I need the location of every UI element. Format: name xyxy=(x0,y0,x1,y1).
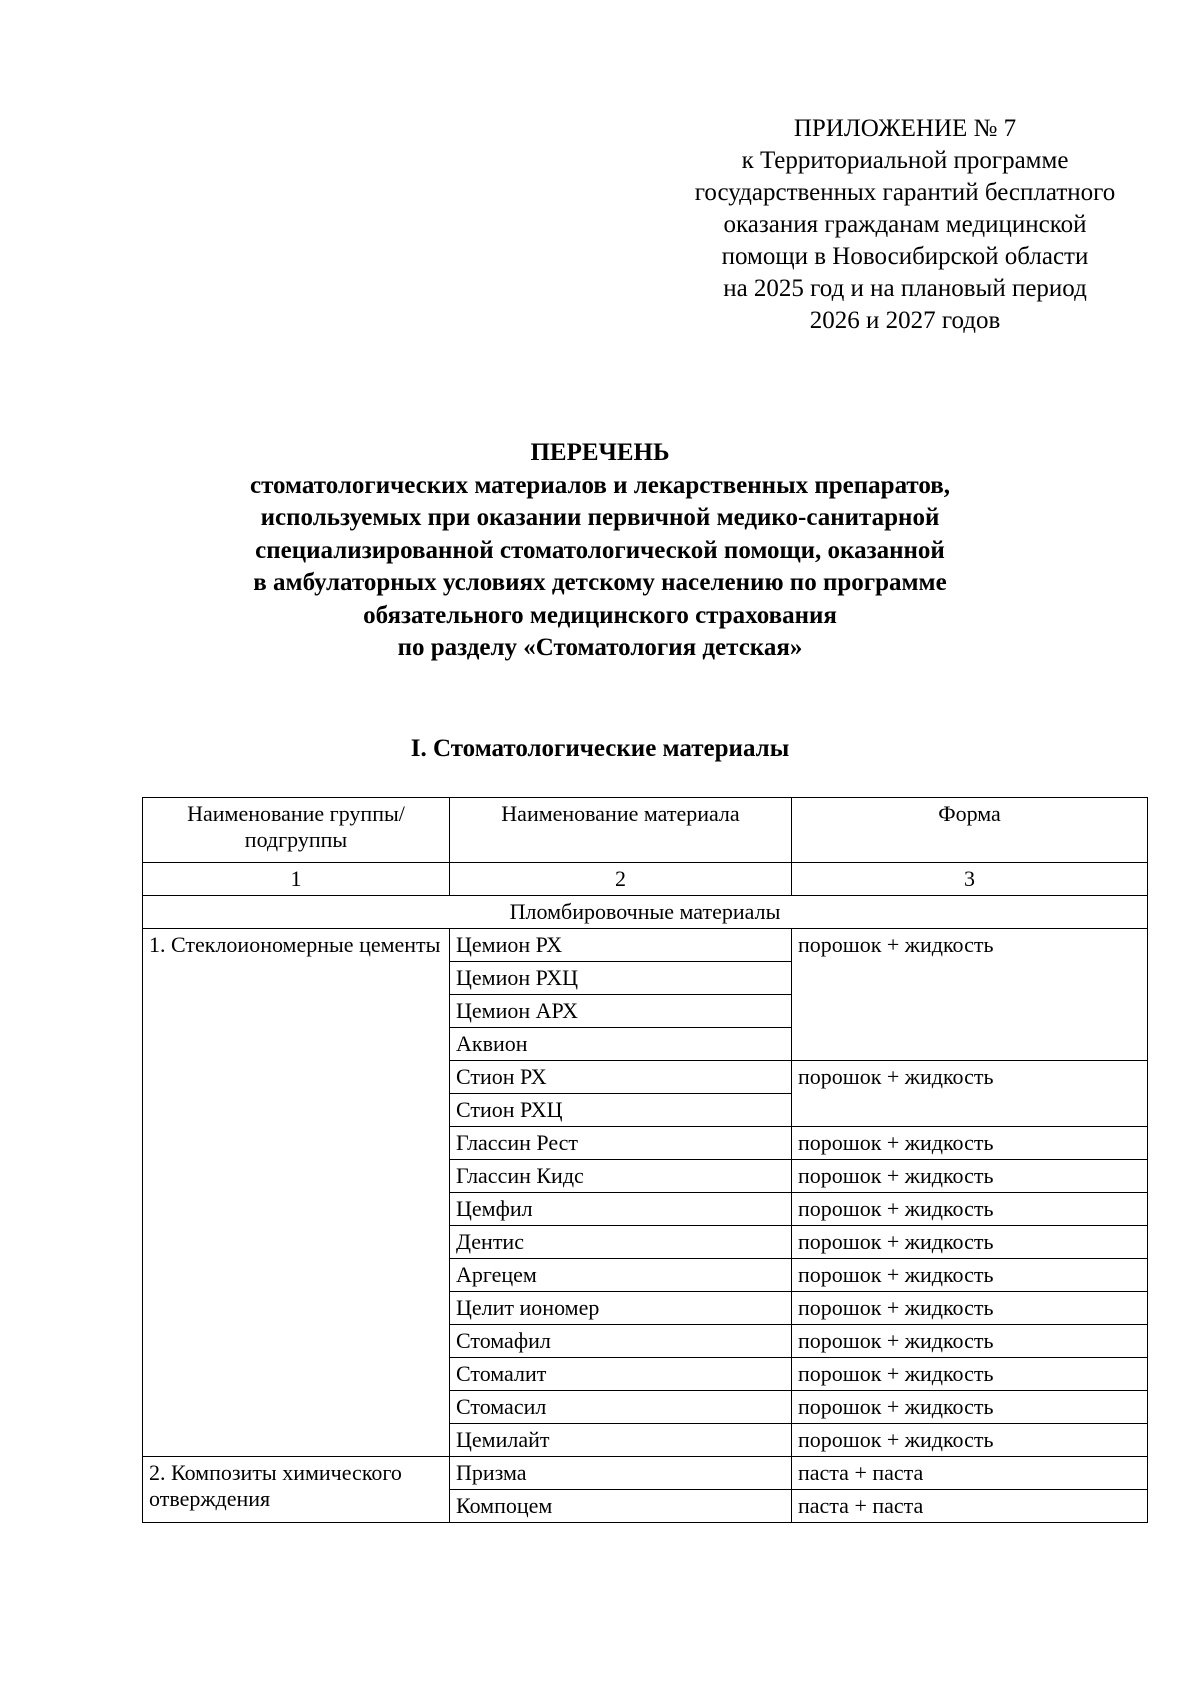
material-cell: Глассин Рест xyxy=(450,1127,792,1160)
form-cell: паста + паста xyxy=(792,1490,1148,1523)
material-cell: Призма xyxy=(450,1457,792,1490)
table-header-row xyxy=(143,798,1148,863)
section-title: I. Стоматологические материалы xyxy=(410,735,790,762)
material-cell: Цемион РХ xyxy=(450,929,792,962)
appendix-line: оказания гражданам медицинской xyxy=(723,211,1087,238)
appendix-block xyxy=(620,113,1190,337)
form-cell: порошок + жидкость xyxy=(792,1325,1148,1358)
document-subtitle-line: используемых при оказании первичной медико-санитарной xyxy=(260,504,940,531)
header-form: Форма xyxy=(792,798,1148,863)
material-cell: Цемион РХЦ xyxy=(450,962,792,995)
table-section-row xyxy=(143,896,1148,929)
material-cell: Цемфил xyxy=(450,1193,792,1226)
document-subtitle-line: по разделу «Стоматология детская» xyxy=(397,634,803,661)
material-cell: Компоцем xyxy=(450,1490,792,1523)
form-cell: порошок + жидкость xyxy=(792,1193,1148,1226)
form-cell: порошок + жидкость xyxy=(792,1358,1148,1391)
form-cell: порошок + жидкость xyxy=(792,1259,1148,1292)
table-column-numbers-row xyxy=(143,863,1148,896)
appendix-line: ПРИЛОЖЕНИЕ № 7 xyxy=(793,115,1017,142)
material-cell: Целит иономер xyxy=(450,1292,792,1325)
appendix-line: к Территориальной программе xyxy=(741,147,1069,174)
material-cell: Стомалит xyxy=(450,1358,792,1391)
form-cell: порошок + жидкость xyxy=(792,1061,1148,1127)
material-cell: Цемион АРХ xyxy=(450,995,792,1028)
column-number: 1 xyxy=(143,863,450,896)
form-cell: порошок + жидкость xyxy=(792,1127,1148,1160)
header-group-name: Наименование группы/подгруппы xyxy=(143,798,450,863)
document-subtitle-line: обязательного медицинского страхования xyxy=(363,601,837,629)
material-cell: Аргецем xyxy=(450,1259,792,1292)
material-cell: Цемилайт xyxy=(450,1424,792,1457)
materials-table xyxy=(142,797,1148,1523)
appendix-line: государственных гарантий бесплатного xyxy=(694,179,1116,206)
document-subtitle-line: специализированной стоматологической помощи, оказанной xyxy=(255,536,945,564)
material-cell: Стион РХЦ xyxy=(450,1094,792,1127)
form-cell: порошок + жидкость xyxy=(792,1391,1148,1424)
material-cell: Дентис xyxy=(450,1226,792,1259)
section-row-label: Пломбировочные материалы xyxy=(143,896,1148,929)
column-number: 3 xyxy=(792,863,1148,896)
group-name-cell: 2. Композиты химического отверждения xyxy=(143,1457,450,1523)
column-number: 2 xyxy=(450,863,792,896)
document-subtitle-line: в амбулаторных условиях детскому населению по программе xyxy=(253,569,947,596)
document-subtitle-line: стоматологических материалов и лекарственных препаратов, xyxy=(249,471,950,499)
form-cell: порошок + жидкость xyxy=(792,1424,1148,1457)
material-cell: Стион РХ xyxy=(450,1061,792,1094)
form-cell: порошок + жидкость xyxy=(792,1292,1148,1325)
appendix-line: на 2025 год и на плановый период xyxy=(723,275,1087,302)
material-cell: Глассин Кидс xyxy=(450,1160,792,1193)
header-material-name: Наименование материала xyxy=(450,798,792,863)
document-heading xyxy=(100,437,1100,665)
form-cell: паста + паста xyxy=(792,1457,1148,1490)
appendix-line: помощи в Новосибирской области xyxy=(721,243,1089,270)
material-cell: Аквион xyxy=(450,1028,792,1061)
material-cell: Стомафил xyxy=(450,1325,792,1358)
group-name-cell: 1. Стеклоиономерные цементы xyxy=(143,929,450,1457)
table-row xyxy=(143,1457,1148,1490)
appendix-line: 2026 и 2027 годов xyxy=(809,307,1001,334)
material-cell: Стомасил xyxy=(450,1391,792,1424)
document-title: ПЕРЕЧЕНЬ xyxy=(530,439,670,466)
form-cell: порошок + жидкость xyxy=(792,1226,1148,1259)
form-cell: порошок + жидкость xyxy=(792,929,1148,1061)
table-row xyxy=(143,929,1148,962)
form-cell: порошок + жидкость xyxy=(792,1160,1148,1193)
